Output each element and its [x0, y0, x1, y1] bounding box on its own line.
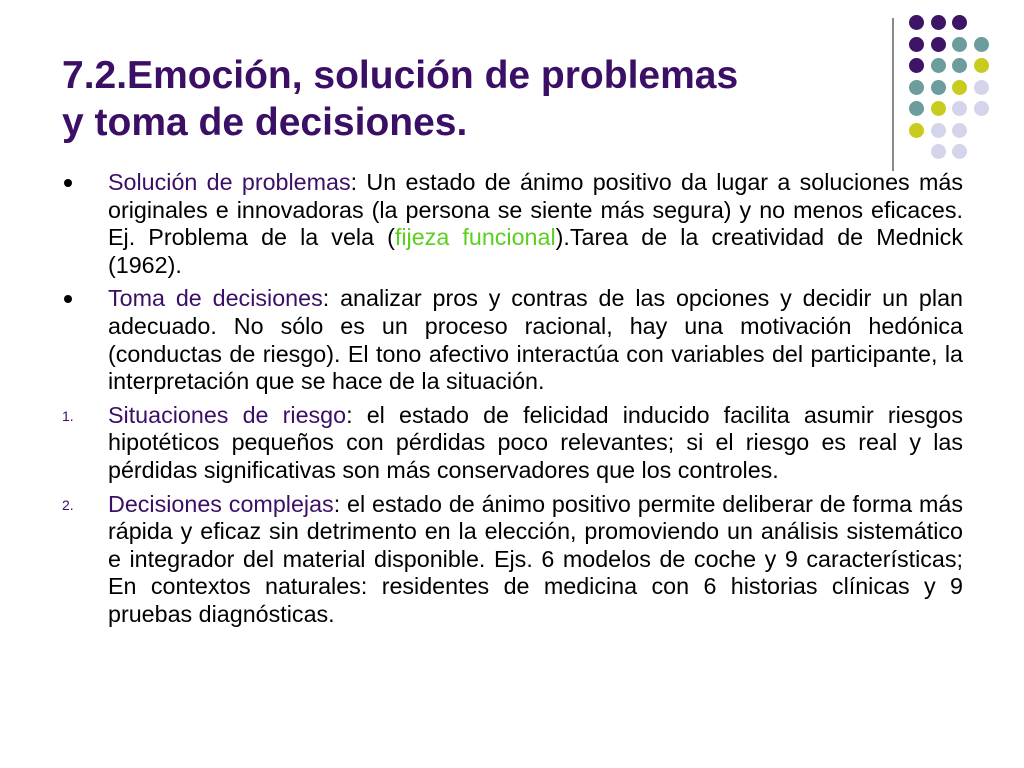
item-text-solucion-pre: : Un estado de ánimo positivo da lugar a soluciones más originales e innovadoras (la persona se siente más segura) y no menos eficaces. Ej. Problema de la vela ( [108, 169, 963, 251]
decorative-dot-lavender [974, 80, 989, 95]
decorative-dot-teal [931, 58, 946, 73]
term-toma-de-decisiones: Toma de decisiones [108, 285, 323, 312]
decorative-dot-lavender [931, 123, 946, 138]
term-decisiones-complejas: Decisiones complejas [108, 490, 334, 517]
bullet-dot-icon [64, 179, 72, 187]
decorative-dot-teal [952, 58, 967, 73]
decorative-dot-purple [931, 37, 946, 52]
decorative-dot-teal [909, 101, 924, 116]
decorative-dot-purple [909, 15, 924, 30]
decorative-dot-lavender [952, 123, 967, 138]
decorative-dot-teal [931, 80, 946, 95]
term-situaciones-de-riesgo: Situaciones de riesgo [108, 401, 347, 428]
slide-title-line-1: 7.2.Emoción, solución de problemas [62, 54, 739, 97]
decorative-dot-teal [974, 37, 989, 52]
numbered-item-decisiones-complejas [62, 491, 963, 629]
list-number-1: 1. [62, 407, 74, 424]
decorative-dot-lavender [952, 144, 967, 159]
item-text-solucion-post: ).Tarea de la creatividad de Mednick (1962). [108, 224, 963, 278]
decorative-dot-yellow [952, 80, 967, 95]
decorative-dot-yellow [974, 58, 989, 73]
decorative-dot-purple [909, 58, 924, 73]
numbered-item-situaciones-de-riesgo [62, 402, 963, 485]
term-solucion-de-problemas: Solución de problemas [108, 169, 351, 195]
slide-body [62, 169, 963, 635]
bullet-item-solucion-de-problemas [62, 169, 963, 279]
bullet-item-toma-de-decisiones [62, 285, 963, 395]
decorative-dot-teal [909, 80, 924, 95]
decorative-dot-grid [909, 15, 1019, 165]
decorative-dot-purple [952, 15, 967, 30]
item-text-decisiones-complejas: : el estado de ánimo positivo permite deliberar de forma más rápida y eficaz sin detrimento en la elección, promoviendo un análisis sistemático e integrador del material disponible. Ejs. 6 modelos de coche y 9 características; En contextos naturales: residentes de medicina con 6 historias clínicas y 9 pruebas diagnósticas. [108, 490, 963, 627]
term-fijeza-funcional: fijeza funcional [394, 224, 556, 251]
slide-title [62, 52, 882, 146]
item-text-situaciones-de-riesgo: : el estado de felicidad inducido facilita asumir riesgos hipotéticos pequeños con pérdidas poco relevantes; si el riesgo es real y las pérdidas significativas son más conservadores que los controles. [108, 401, 963, 483]
decorative-dot-purple [909, 37, 924, 52]
decorative-dot-lavender [974, 101, 989, 116]
slide-title-line-2: y toma de decisiones. [62, 101, 468, 144]
item-text-toma-de-decisiones: : analizar pros y contras de las opciones y decidir un plan adecuado. No sólo es un proceso racional, hay una motivación hedónica (conductas de riesgo). El tono afectivo interactúa con variables del participante, la interpretación que se hace de la situación. [108, 285, 963, 395]
decorative-dot-lavender [952, 101, 967, 116]
decorative-dot-teal [952, 37, 967, 52]
decorative-dot-yellow [909, 123, 924, 138]
decorative-dot-lavender [931, 144, 946, 159]
decorative-dot-yellow [931, 101, 946, 116]
decorative-dot-purple [931, 15, 946, 30]
bullet-dot-icon [64, 295, 72, 303]
decorative-divider-line [892, 18, 894, 171]
list-number-2: 2. [62, 496, 74, 513]
